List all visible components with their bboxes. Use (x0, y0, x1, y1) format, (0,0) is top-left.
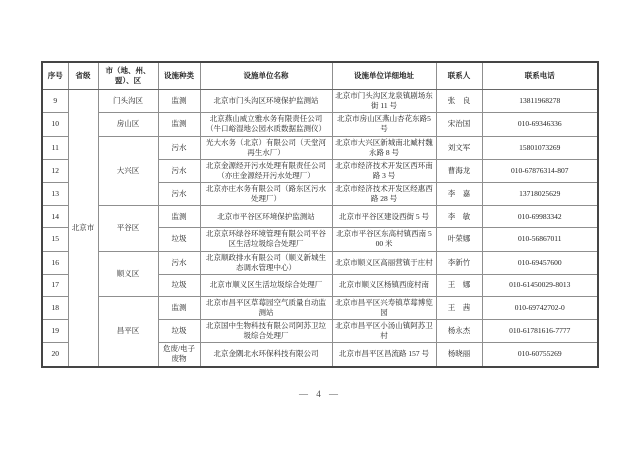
table-row (42, 136, 598, 159)
cell-phone: 010-56867011 (482, 228, 598, 251)
cell-contact: 王 娜 (436, 274, 482, 296)
cell-phone: 010-69983342 (482, 206, 598, 228)
cell-facility-name: 北京市昌平区草莓园空气质量自动监测站 (200, 296, 332, 319)
cell-contact: 叶荣娜 (436, 228, 482, 251)
cell-facility-name: 光大水务（北京）有限公司（天堂河再生水厂） (200, 136, 332, 159)
cell-address: 北京市房山区燕山杏花东路5号 (332, 113, 436, 136)
cell-address: 北京市门头沟区龙泉镇剧场东街 11 号 (332, 90, 436, 113)
cell-phone: 15801073269 (482, 136, 598, 159)
cell-phone: 13811968278 (482, 90, 598, 113)
col-header-index: 序号 (42, 62, 68, 90)
cell-district: 顺义区 (98, 251, 158, 296)
col-header-contact: 联系人 (436, 62, 482, 90)
cell-index: 11 (42, 136, 68, 159)
cell-address: 北京市平谷区东高村镇西南 500 米 (332, 228, 436, 251)
cell-facility-type: 污水 (158, 136, 200, 159)
cell-index: 14 (42, 206, 68, 228)
cell-facility-name: 北京顺政排水有限公司（顺义新城生态调水管理中心） (200, 251, 332, 274)
cell-facility-type: 污水 (158, 251, 200, 274)
col-header-district: 市（地、州、盟）、区 (98, 62, 158, 90)
col-header-phone: 联系电话 (482, 62, 598, 90)
cell-facility-name: 北京市顺义区生活垃圾综合处理厂 (200, 274, 332, 296)
cell-facility-type: 垃圾 (158, 320, 200, 343)
cell-index: 9 (42, 90, 68, 113)
cell-district: 房山区 (98, 113, 158, 136)
cell-district: 平谷区 (98, 206, 158, 251)
cell-address: 北京市顺义区杨镇西庞村南 (332, 274, 436, 296)
table-header-row (42, 62, 598, 90)
cell-phone: 010-69346336 (482, 113, 598, 136)
facilities-table-container (41, 61, 599, 368)
table-row (42, 113, 598, 136)
cell-facility-name: 北京金源经开污水处理有限责任公司（亦庄金源经开污水处理厂） (200, 159, 332, 182)
cell-facility-name: 北京市平谷区环境保护监测站 (200, 206, 332, 228)
cell-facility-type: 污水 (158, 159, 200, 182)
cell-index: 12 (42, 159, 68, 182)
cell-facility-type: 监测 (158, 206, 200, 228)
cell-contact: 刘文军 (436, 136, 482, 159)
cell-facility-name: 北京市门头沟区环境保护监测站 (200, 90, 332, 113)
cell-facility-type: 危废/电子废物 (158, 343, 200, 367)
cell-index: 17 (42, 274, 68, 296)
page-number: — 4 — (299, 389, 341, 399)
cell-address: 北京市昌平区兴寿镇草莓博览园 (332, 296, 436, 319)
cell-index: 13 (42, 183, 68, 206)
cell-index: 18 (42, 296, 68, 319)
cell-facility-name: 北京亦庄水务有限公司（路东区污水处理厂） (200, 183, 332, 206)
cell-contact: 李 嘉 (436, 183, 482, 206)
cell-index: 16 (42, 251, 68, 274)
cell-phone: 13718025629 (482, 183, 598, 206)
cell-facility-type: 垃圾 (158, 228, 200, 251)
cell-contact: 曹海龙 (436, 159, 482, 182)
cell-phone: 010-67876314-807 (482, 159, 598, 182)
cell-index: 19 (42, 320, 68, 343)
col-header-province: 省级 (68, 62, 98, 90)
col-header-address: 设施单位详细地址 (332, 62, 436, 90)
cell-address: 北京市平谷区建设西街 5 号 (332, 206, 436, 228)
cell-index: 10 (42, 113, 68, 136)
cell-facility-type: 污水 (158, 183, 200, 206)
cell-address: 北京市顺义区高丽营镇于庄村 (332, 251, 436, 274)
col-header-facility-name: 设施单位名称 (200, 62, 332, 90)
cell-contact: 杨晓丽 (436, 343, 482, 367)
cell-facility-name: 北京京环绿谷环境管理有限公司平谷区生活垃圾综合处理厂 (200, 228, 332, 251)
table-row (42, 90, 598, 113)
cell-facility-type: 监测 (158, 90, 200, 113)
cell-address: 北京市昌平区小汤山镇阿苏卫村 (332, 320, 436, 343)
cell-address: 北京市昌平区昌流路 157 号 (332, 343, 436, 367)
table-row (42, 251, 598, 274)
cell-phone: 010-60755269 (482, 343, 598, 367)
cell-facility-name: 北京金隅北水环保科技有限公司 (200, 343, 332, 367)
cell-facility-type: 垃圾 (158, 274, 200, 296)
cell-contact: 李新竹 (436, 251, 482, 274)
cell-phone: 010-61450029-8013 (482, 274, 598, 296)
cell-phone: 010-69742702-0 (482, 296, 598, 319)
cell-contact: 王 茜 (436, 296, 482, 319)
cell-facility-type: 监测 (158, 113, 200, 136)
cell-facility-name: 北京燕山威立雅水务有限责任公司（牛口峪湿地公园水质数据监测仪） (200, 113, 332, 136)
cell-facility-name: 北京国中生物科技有限公司阿苏卫垃圾综合处理厂 (200, 320, 332, 343)
cell-index: 20 (42, 343, 68, 367)
cell-contact: 李 敏 (436, 206, 482, 228)
cell-address: 北京市经济技术开发区西环南路 3 号 (332, 159, 436, 182)
table-body (42, 90, 598, 367)
cell-contact: 张 良 (436, 90, 482, 113)
col-header-facility-type: 设施种类 (158, 62, 200, 90)
cell-district: 昌平区 (98, 296, 158, 366)
cell-phone: 010-61781616-7777 (482, 320, 598, 343)
cell-district: 大兴区 (98, 136, 158, 206)
table-row (42, 296, 598, 319)
cell-facility-type: 监测 (158, 296, 200, 319)
facilities-table (41, 61, 599, 368)
cell-contact: 杨永杰 (436, 320, 482, 343)
cell-district: 门头沟区 (98, 90, 158, 113)
cell-phone: 010-69457600 (482, 251, 598, 274)
cell-index: 15 (42, 228, 68, 251)
cell-address: 北京市经济技术开发区经惠西路 28 号 (332, 183, 436, 206)
cell-contact: 宋治国 (436, 113, 482, 136)
cell-address: 北京市大兴区新城南北臧村魏永路 8 号 (332, 136, 436, 159)
cell-province: 北京市 (68, 90, 98, 367)
table-row (42, 206, 598, 228)
